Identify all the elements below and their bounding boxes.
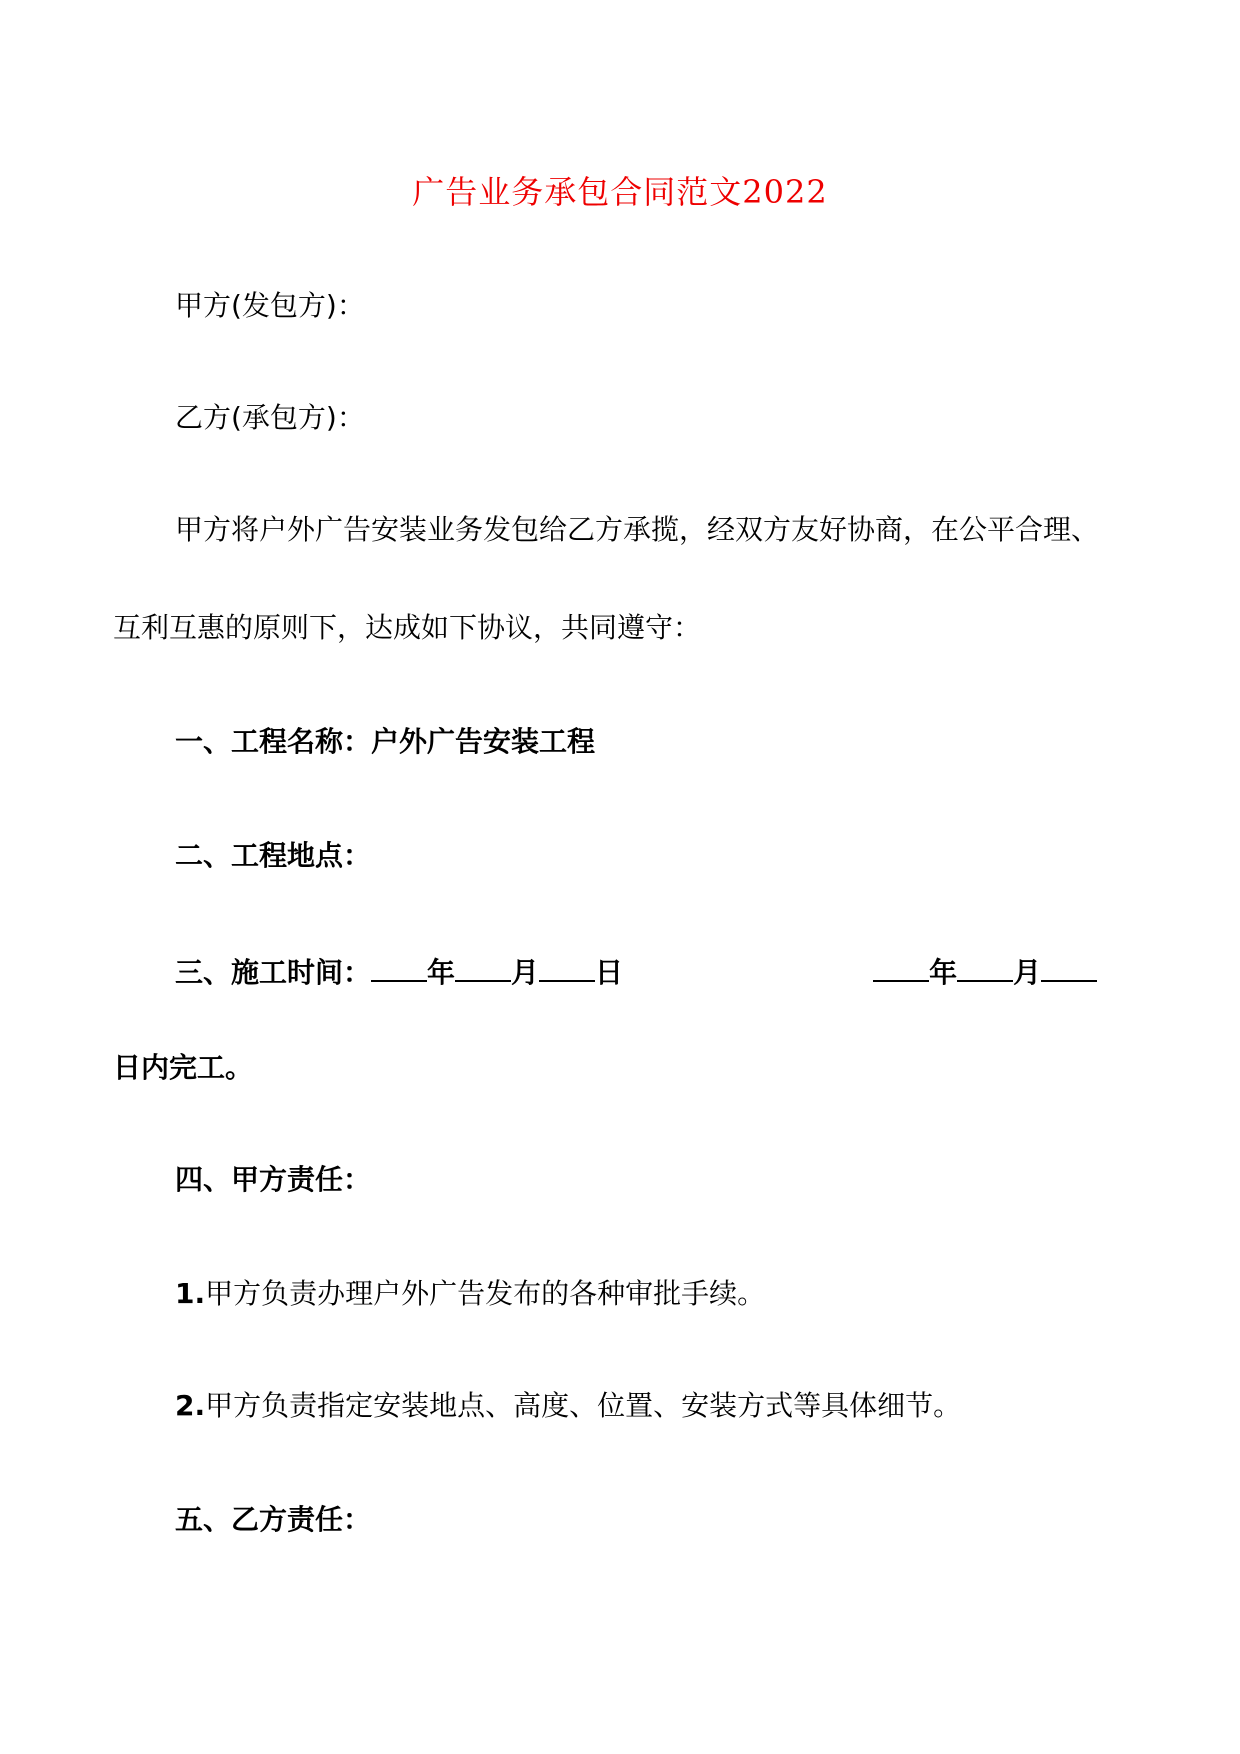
section-2-project-location: 二、工程地点： [175,839,372,872]
start-year-blank [371,950,427,982]
end-year-blank [873,950,929,982]
end-day-blank [1041,950,1097,982]
section-3-completion: 日内完工。 [113,1051,254,1084]
end-month-label: 月 [1013,956,1042,989]
section-4-party-a-duties: 四、甲方责任： [175,1163,372,1196]
end-year-label: 年 [929,956,958,989]
duty-item-1 [175,1274,765,1314]
start-day-label: 日 [595,956,624,989]
section-5-party-b-duties: 五、乙方责任： [175,1503,372,1536]
duty-item-2-text: 甲方负责指定安装地点、高度、位置、安装方式等具体细节。 [205,1389,962,1422]
duty-item-1-number: 1. [175,1277,206,1310]
end-month-blank [957,950,1013,982]
intro-paragraph-line-1: 甲方将户外广告安装业务发包给乙方承揽，经双方友好协商，在公平合理、 [175,513,1100,546]
section-3-construction-time [175,950,1097,993]
party-a-line: 甲方(发包方)： [175,289,365,322]
start-month-label: 月 [511,956,540,989]
start-month-blank [455,950,511,982]
section-1-project-name: 一、工程名称：户外广告安装工程 [175,725,596,758]
party-b-line: 乙方(承包方)： [175,401,365,434]
section-3-label: 三、施工时间： [175,956,372,989]
duty-item-2 [175,1386,961,1426]
duty-item-2-number: 2. [175,1389,206,1422]
start-day-blank [539,950,595,982]
intro-paragraph-line-2: 互利互惠的原则下，达成如下协议，共同遵守： [113,611,702,644]
start-year-label: 年 [427,956,456,989]
document-title: 广告业务承包合同范文2022 [412,173,828,211]
duty-item-1-text: 甲方负责办理户外广告发布的各种审批手续。 [205,1277,766,1310]
